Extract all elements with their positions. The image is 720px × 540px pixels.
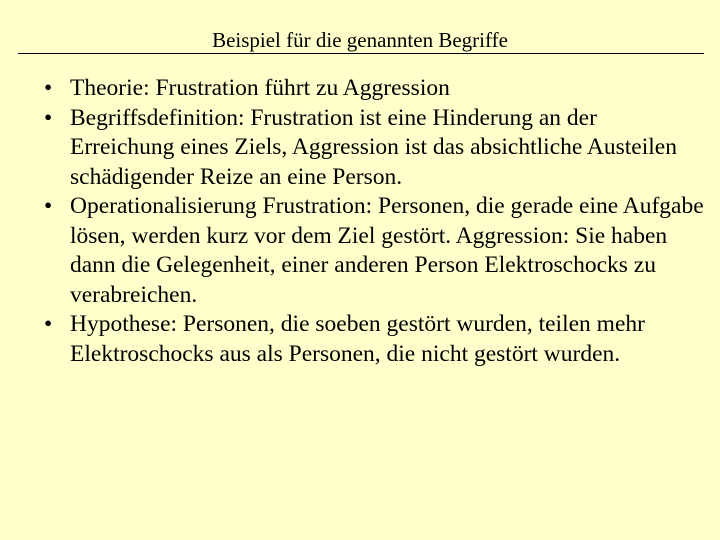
bullet-marker: • xyxy=(44,75,53,101)
bullet-item-hypothese xyxy=(44,310,704,369)
bullet-list xyxy=(44,74,704,369)
bullet-item-begriffsdefinition xyxy=(44,104,704,193)
bullet-text: Begriffsdefinition: Frustration ist eine Hinderung an der Erreichung eines Ziels, Aggression ist das absichtliche Austeilen schädigender Reize an eine Person. xyxy=(70,104,677,190)
bullet-item-operationalisierung xyxy=(44,192,704,310)
bullet-text: Hypothese: Personen, die soeben gestört wurden, teilen mehr Elektroschocks aus als Personen, die nicht gestört wurden. xyxy=(70,311,645,367)
title-divider xyxy=(18,53,704,54)
bullet-item-theorie xyxy=(44,74,704,104)
bullet-marker: • xyxy=(44,104,53,131)
bullet-text: Operationalisierung Frustration: Personen, die gerade eine Aufgabe lösen, werden kurz vor dem Ziel gestört. Aggression: Sie haben dann die Gelegenheit, einer anderen Person Elektroschocks zu verabreichen. xyxy=(70,193,704,308)
bullet-marker: • xyxy=(44,193,53,219)
bullet-text: Theorie: Frustration führt zu Aggression xyxy=(70,75,450,101)
slide-title: Beispiel für die genannten Begriffe xyxy=(212,28,508,52)
bullet-marker: • xyxy=(44,311,53,337)
